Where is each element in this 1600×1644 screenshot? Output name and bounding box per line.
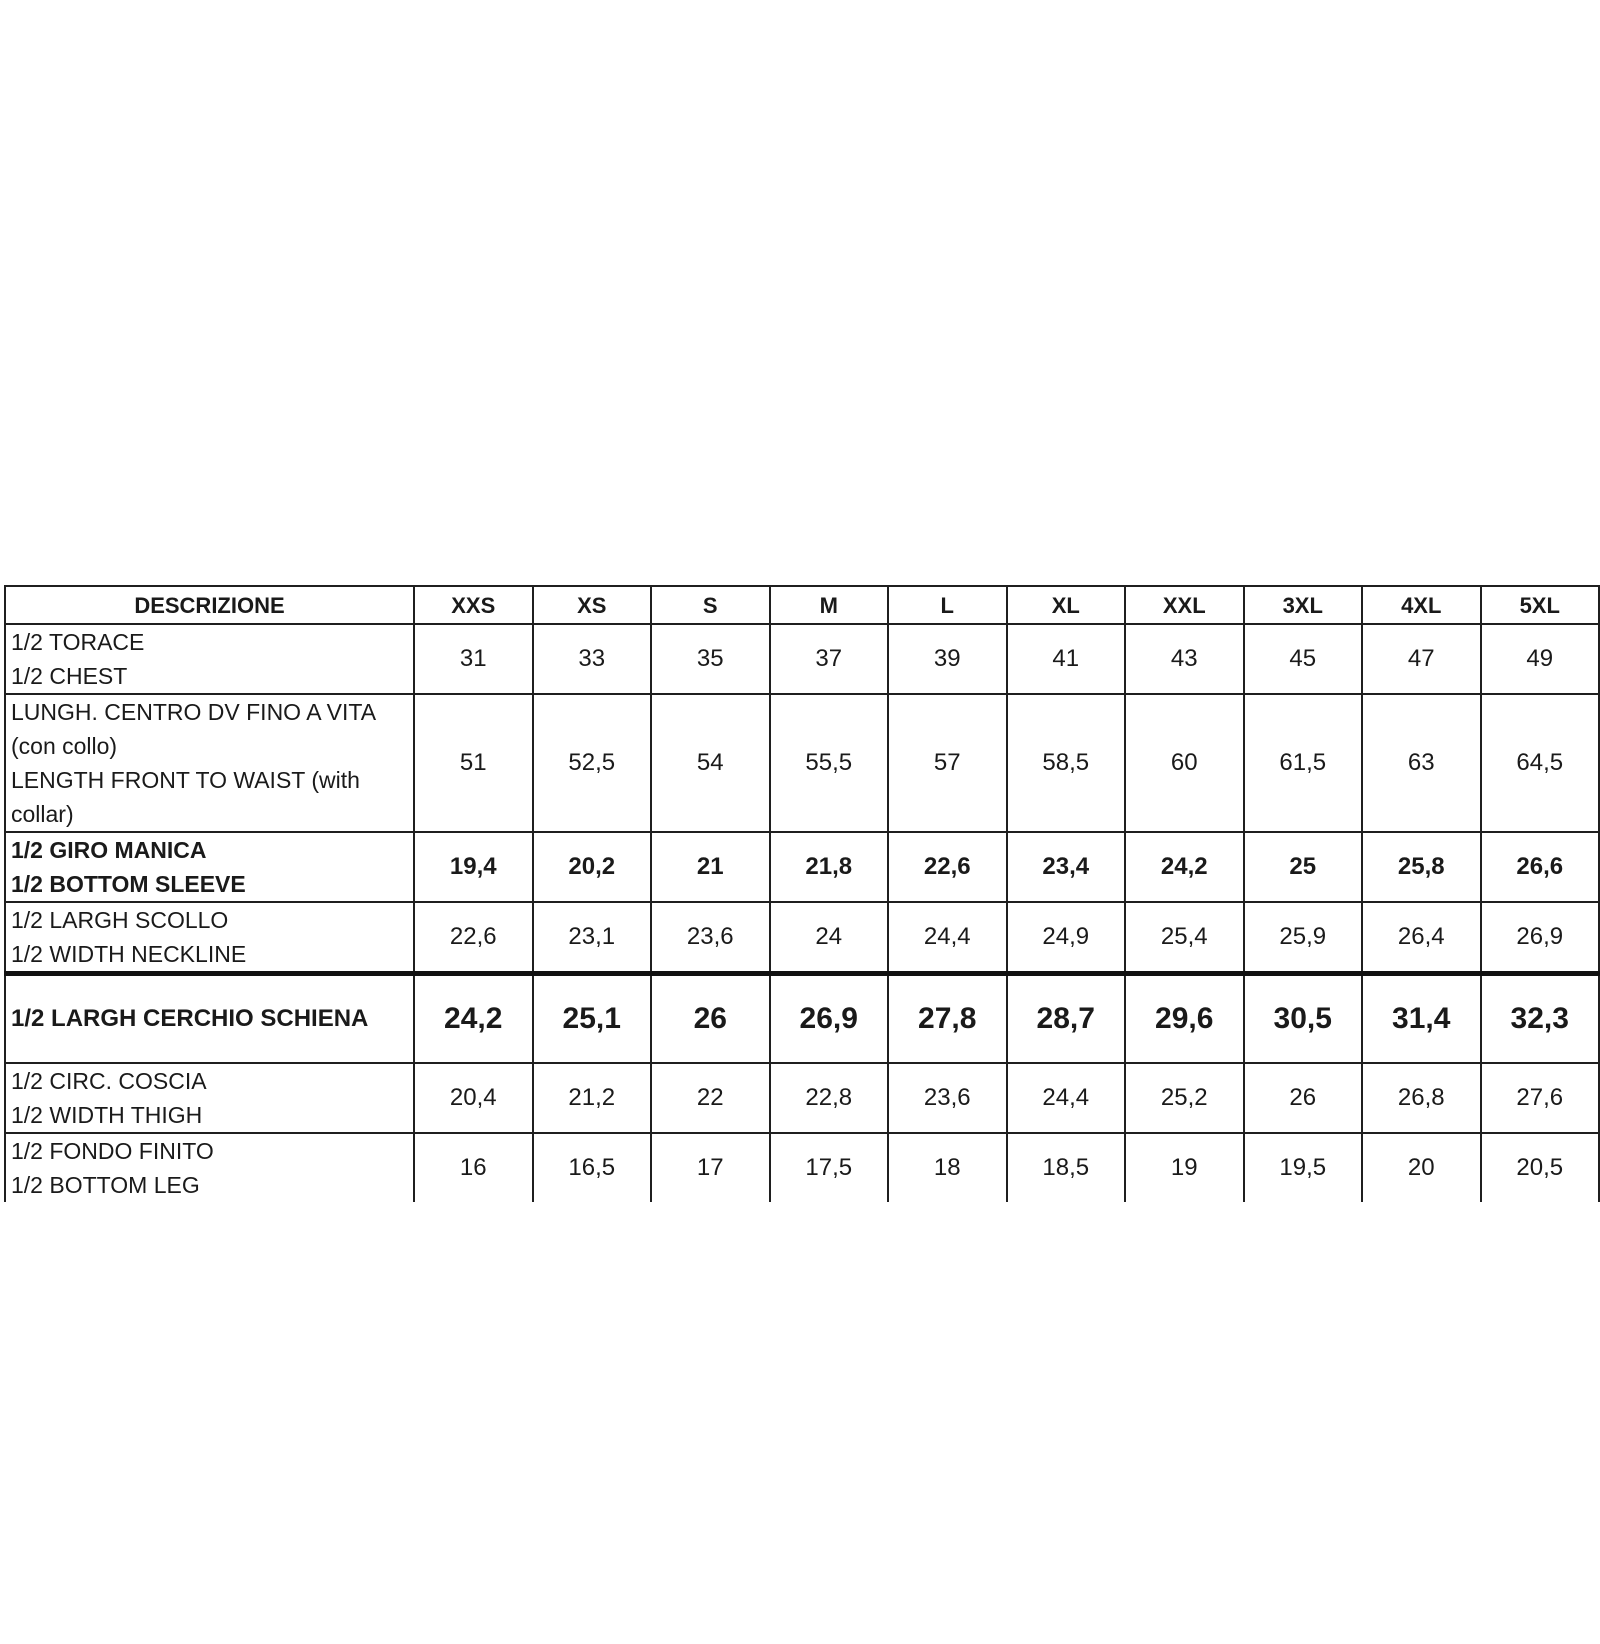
table-cell: 16,5 xyxy=(533,1133,652,1202)
size-table xyxy=(4,585,1600,1202)
row-description-line: 1/2 GIRO MANICA xyxy=(11,837,207,863)
table-cell: 52,5 xyxy=(533,694,652,832)
table-cell: 23,6 xyxy=(888,1063,1007,1133)
size-header: XL xyxy=(1007,586,1126,624)
row-description-line: (con collo) xyxy=(11,733,118,759)
size-header: 3XL xyxy=(1244,586,1363,624)
row-description xyxy=(5,624,414,694)
table-cell: 26,9 xyxy=(770,974,889,1064)
table-cell: 24,9 xyxy=(1007,902,1126,974)
table-cell: 19 xyxy=(1125,1133,1244,1202)
size-header: 5XL xyxy=(1481,586,1600,624)
table-cell: 26,6 xyxy=(1481,832,1600,902)
table-row xyxy=(5,902,1599,974)
size-header: S xyxy=(651,586,770,624)
table-cell: 47 xyxy=(1362,624,1481,694)
row-description-line: collar) xyxy=(11,801,74,827)
table-cell: 25,2 xyxy=(1125,1063,1244,1133)
table-cell: 31 xyxy=(414,624,533,694)
table-cell: 58,5 xyxy=(1007,694,1126,832)
row-description xyxy=(5,974,414,1064)
table-cell: 27,8 xyxy=(888,974,1007,1064)
table-cell: 24,2 xyxy=(1125,832,1244,902)
table-cell: 19,4 xyxy=(414,832,533,902)
table-cell: 22 xyxy=(651,1063,770,1133)
size-header: XS xyxy=(533,586,652,624)
row-description xyxy=(5,694,414,832)
table-cell: 35 xyxy=(651,624,770,694)
row-description xyxy=(5,902,414,974)
table-cell: 33 xyxy=(533,624,652,694)
row-description xyxy=(5,832,414,902)
row-description-line: 1/2 BOTTOM LEG xyxy=(11,1172,200,1198)
table-cell: 26 xyxy=(1244,1063,1363,1133)
row-description-line: LUNGH. CENTRO DV FINO A VITA xyxy=(11,699,377,725)
table-cell: 45 xyxy=(1244,624,1363,694)
table-cell: 24 xyxy=(770,902,889,974)
table-cell: 20,4 xyxy=(414,1063,533,1133)
table-cell: 30,5 xyxy=(1244,974,1363,1064)
table-cell: 24,4 xyxy=(1007,1063,1126,1133)
table-cell: 26 xyxy=(651,974,770,1064)
table-cell: 18 xyxy=(888,1133,1007,1202)
table-cell: 25,1 xyxy=(533,974,652,1064)
table-cell: 49 xyxy=(1481,624,1600,694)
row-description-line: 1/2 BOTTOM SLEEVE xyxy=(11,871,246,897)
table-cell: 21,8 xyxy=(770,832,889,902)
table-cell: 27,6 xyxy=(1481,1063,1600,1133)
header-row xyxy=(5,586,1599,624)
table-cell: 23,1 xyxy=(533,902,652,974)
table-row xyxy=(5,624,1599,694)
table-row xyxy=(5,694,1599,832)
table-cell: 20 xyxy=(1362,1133,1481,1202)
table-row xyxy=(5,1063,1599,1133)
row-description-line: 1/2 WIDTH THIGH xyxy=(11,1102,203,1128)
row-description-line: 1/2 LARGH CERCHIO SCHIENA xyxy=(11,1005,369,1032)
table-row xyxy=(5,832,1599,902)
table-cell: 25,8 xyxy=(1362,832,1481,902)
table-cell: 20,5 xyxy=(1481,1133,1600,1202)
table-row xyxy=(5,1133,1599,1202)
table-cell: 22,6 xyxy=(888,832,1007,902)
table-cell: 21,2 xyxy=(533,1063,652,1133)
table-cell: 55,5 xyxy=(770,694,889,832)
table-cell: 22,6 xyxy=(414,902,533,974)
row-description xyxy=(5,1133,414,1202)
size-header: M xyxy=(770,586,889,624)
table-cell: 61,5 xyxy=(1244,694,1363,832)
table-cell: 28,7 xyxy=(1007,974,1126,1064)
table-cell: 16 xyxy=(414,1133,533,1202)
row-description-line: LENGTH FRONT TO WAIST (with xyxy=(11,767,360,793)
size-header: XXL xyxy=(1125,586,1244,624)
row-description-line: 1/2 FONDO FINITO xyxy=(11,1138,214,1164)
row-description-line: 1/2 CHEST xyxy=(11,663,128,689)
table-cell: 23,6 xyxy=(651,902,770,974)
table-cell: 26,4 xyxy=(1362,902,1481,974)
table-cell: 18,5 xyxy=(1007,1133,1126,1202)
table-cell: 17 xyxy=(651,1133,770,1202)
row-description-line: 1/2 TORACE xyxy=(11,629,145,655)
table-cell: 23,4 xyxy=(1007,832,1126,902)
table-cell: 19,5 xyxy=(1244,1133,1363,1202)
table-cell: 41 xyxy=(1007,624,1126,694)
table-cell: 17,5 xyxy=(770,1133,889,1202)
table-cell: 60 xyxy=(1125,694,1244,832)
table-row xyxy=(5,974,1599,1064)
table-cell: 25 xyxy=(1244,832,1363,902)
table-cell: 26,8 xyxy=(1362,1063,1481,1133)
table-cell: 21 xyxy=(651,832,770,902)
table-cell: 64,5 xyxy=(1481,694,1600,832)
table-cell: 26,9 xyxy=(1481,902,1600,974)
size-header: 4XL xyxy=(1362,586,1481,624)
row-description-line: 1/2 CIRC. COSCIA xyxy=(11,1068,207,1094)
table-cell: 63 xyxy=(1362,694,1481,832)
table-cell: 54 xyxy=(651,694,770,832)
size-header: XXS xyxy=(414,586,533,624)
description-header: DESCRIZIONE xyxy=(5,586,414,624)
size-chart xyxy=(4,585,1598,1202)
size-header: L xyxy=(888,586,1007,624)
table-cell: 25,9 xyxy=(1244,902,1363,974)
table-cell: 24,2 xyxy=(414,974,533,1064)
row-description-line: 1/2 LARGH SCOLLO xyxy=(11,907,229,933)
table-cell: 57 xyxy=(888,694,1007,832)
table-cell: 20,2 xyxy=(533,832,652,902)
table-cell: 39 xyxy=(888,624,1007,694)
table-cell: 43 xyxy=(1125,624,1244,694)
table-cell: 32,3 xyxy=(1481,974,1600,1064)
table-cell: 22,8 xyxy=(770,1063,889,1133)
table-cell: 37 xyxy=(770,624,889,694)
table-cell: 51 xyxy=(414,694,533,832)
row-description-line: 1/2 WIDTH NECKLINE xyxy=(11,941,247,967)
row-description xyxy=(5,1063,414,1133)
table-cell: 31,4 xyxy=(1362,974,1481,1064)
table-cell: 25,4 xyxy=(1125,902,1244,974)
table-cell: 24,4 xyxy=(888,902,1007,974)
table-cell: 29,6 xyxy=(1125,974,1244,1064)
